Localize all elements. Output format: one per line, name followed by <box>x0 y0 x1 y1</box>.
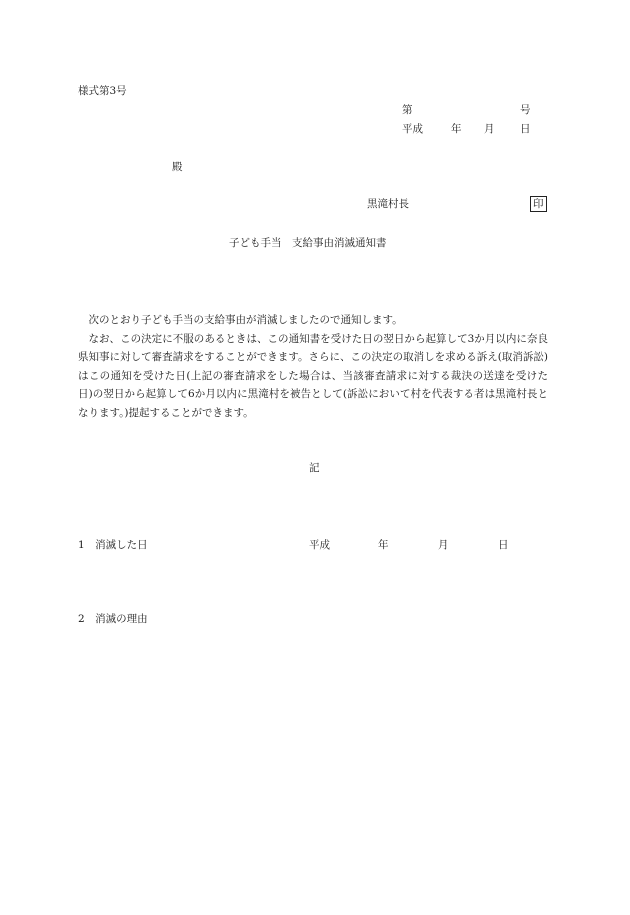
doc-number-prefix: 第 <box>402 104 413 116</box>
date-era: 平成 <box>402 123 423 135</box>
item-1-year: 年 <box>378 539 389 551</box>
date-day: 日 <box>520 123 531 135</box>
form-number: 様式第3号 <box>78 85 127 97</box>
item-1-month: 月 <box>438 539 449 551</box>
addressee-suffix: 殿 <box>172 161 183 173</box>
doc-number-suffix: 号 <box>520 104 531 116</box>
date-month: 月 <box>484 123 495 135</box>
issuer-title: 黒滝村長 <box>367 198 409 210</box>
body-text <box>78 311 548 422</box>
item-1-era: 平成 <box>309 539 330 551</box>
seal-label: 印 <box>530 196 547 212</box>
date-year: 年 <box>451 123 462 135</box>
document-title: 子ども手当 支給事由消滅通知書 <box>229 237 387 249</box>
body-paragraph-1: 次のとおり子ども手当の支給事由が消滅しましたので通知します。 <box>88 314 403 326</box>
item-1-day: 日 <box>498 539 509 551</box>
item-2-label: 2 消滅の理由 <box>78 613 148 625</box>
body-paragraph-2: なお、この決定に不服のあるときは、この通知書を受けた日の翌日から起算して3か月以内に奈良県知事に対して審査請求をすることができます。さらに、この決定の取消しを求める訴え(取消訴訟)はこの通知を受けた日(上記の審査請求をした場合は、当該審査請求に対する裁決の送達を受けた日)の翌日から起算して6か月以内に黒滝村を被告として(訴訟において村を代表する者は黒滝村長となります。)提起することができます。 <box>78 332 548 419</box>
seal-mark <box>530 196 547 212</box>
item-1-label: 1 消滅した日 <box>78 539 148 551</box>
ki-heading: 記 <box>309 462 320 474</box>
